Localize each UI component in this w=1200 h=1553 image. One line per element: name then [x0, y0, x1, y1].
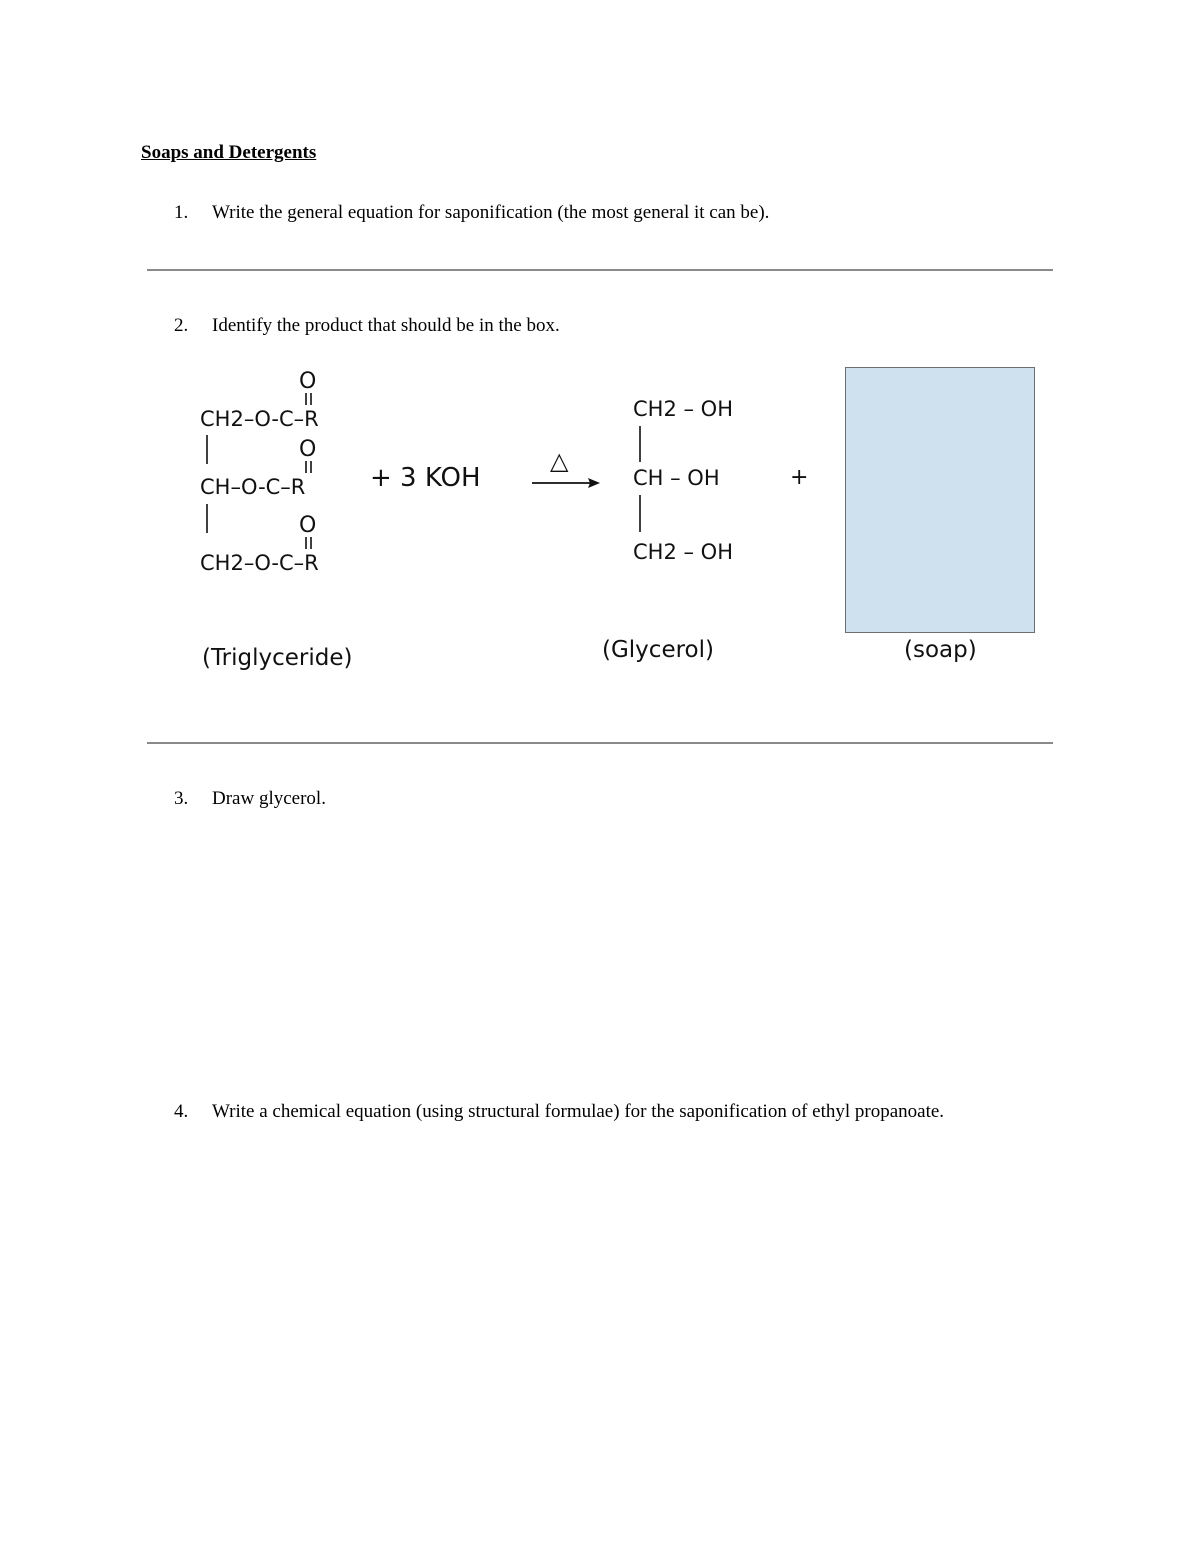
heat-symbol: △ [550, 447, 569, 475]
glycerol-row-2: CH – OH [633, 466, 720, 490]
answer-line-1 [147, 269, 1053, 271]
glycerol-structure [633, 397, 733, 564]
question-4 [174, 1101, 944, 1123]
question-3 [174, 788, 326, 810]
question-text: Identify the product that should be in the box. [212, 315, 560, 336]
question-number: 4. [174, 1101, 189, 1122]
triglyceride-row-1: CH2–O-C–R [200, 407, 319, 431]
question-number: 2. [174, 315, 189, 336]
soap-answer-box[interactable] [845, 367, 1035, 633]
page-title: Soaps and Detergents [141, 142, 317, 163]
glycerol-row-1: CH2 – OH [633, 397, 733, 421]
answer-line-2 [147, 742, 1053, 744]
question-text: Write the general equation for saponification (the most general it can be). [212, 202, 770, 223]
oxygen-label: O [299, 513, 317, 538]
glycerol-row-3: CH2 – OH [633, 540, 733, 564]
triglyceride-row-3: CH2–O-C–R [200, 551, 319, 575]
question-1 [174, 202, 769, 224]
question-number: 3. [174, 788, 189, 809]
soap-caption: (soap) [904, 637, 977, 663]
glycerol-caption: (Glycerol) [602, 637, 714, 663]
plus-sign: + [790, 465, 809, 490]
triglyceride-structure [200, 369, 319, 575]
oxygen-label: O [299, 369, 317, 394]
reagent-label: + 3 KOH [370, 463, 481, 493]
question-2 [174, 315, 560, 337]
question-text: Write a chemical equation (using structural formulae) for the saponification of ethyl propanoate. [212, 1101, 945, 1122]
triglyceride-row-2: CH–O-C–R [200, 475, 306, 499]
question-number: 1. [174, 202, 189, 223]
question-text: Draw glycerol. [212, 788, 326, 809]
triglyceride-caption: (Triglyceride) [202, 645, 353, 671]
oxygen-label: O [299, 437, 317, 462]
